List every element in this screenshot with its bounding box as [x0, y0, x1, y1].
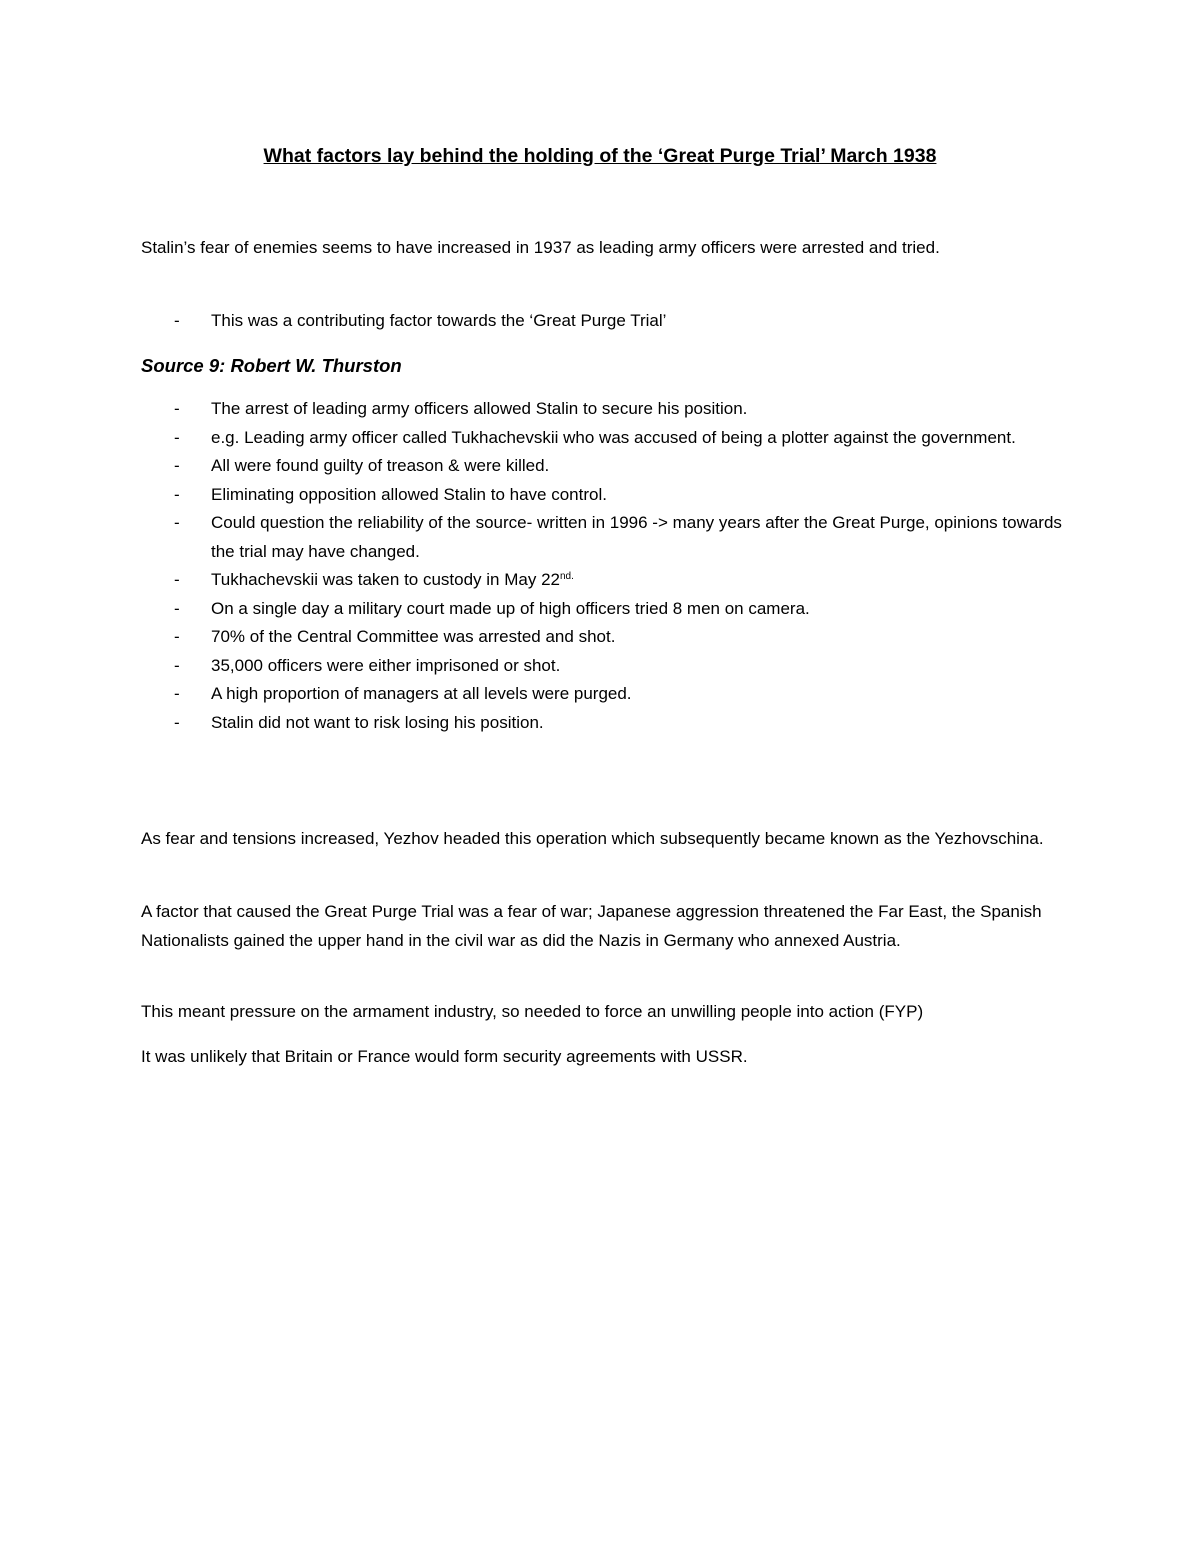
- source-bullet-list: [141, 395, 1071, 737]
- list-item: [141, 395, 1071, 424]
- list-item: [141, 623, 1071, 652]
- bullet-dash: -: [174, 456, 180, 475]
- list-item-text: Could question the reliability of the source- written in 1996 -> many years after the Great Purge, opinions towards the trial may have changed.: [211, 513, 1062, 561]
- list-item: [141, 307, 1071, 336]
- superscript-nd: nd.: [559, 571, 574, 582]
- list-item: [141, 566, 1071, 595]
- bullet-dash: -: [174, 655, 180, 675]
- bullet-dash: -: [174, 627, 180, 646]
- list-item-text: All were found guilty of treason & were killed.: [211, 456, 550, 475]
- document-title: What factors lay behind the holding of the ‘Great Purge Trial’ March 1938: [263, 145, 937, 167]
- bullet-dash: -: [174, 399, 180, 418]
- list-item-text: On a single day a military court made up of high officers tried 8 men on camera.: [211, 598, 810, 618]
- list-item: [141, 709, 1071, 738]
- bullet-dash: -: [174, 598, 180, 618]
- list-item-text: Tukhachevskii was taken to custody in May 22: [211, 570, 560, 589]
- intro-bullet-list: [141, 307, 1071, 336]
- list-item: [141, 452, 1071, 481]
- list-item: [141, 652, 1071, 681]
- list-item-text: e.g. Leading army officer called Tukhachevskii who was accused of being a plotter against the government.: [211, 427, 1016, 447]
- list-item-text: Eliminating opposition allowed Stalin to have control.: [211, 484, 607, 504]
- bullet-dash: -: [174, 570, 180, 589]
- list-item-text: 70% of the Central Committee was arrested and shot.: [211, 627, 616, 646]
- bullet-dash: -: [174, 712, 180, 732]
- list-item: [141, 595, 1071, 624]
- closing-paragraph-yezhov: As fear and tensions increased, Yezhov headed this operation which subsequently became known as the Yezhovschina.: [141, 829, 1044, 848]
- list-item: [141, 680, 1071, 709]
- bullet-dash: -: [174, 311, 180, 330]
- list-item-text: Stalin did not want to risk losing his position.: [211, 712, 544, 732]
- list-item-text: The arrest of leading army officers allowed Stalin to secure his position.: [211, 399, 748, 418]
- bullet-dash: -: [174, 513, 180, 532]
- bullet-dash: -: [174, 684, 180, 703]
- list-item-text: A high proportion of managers at all levels were purged.: [211, 684, 632, 703]
- list-item: [141, 424, 1071, 453]
- bullet-dash: -: [174, 484, 180, 504]
- bullet-dash: -: [174, 427, 180, 447]
- list-item-text: This was a contributing factor towards the ‘Great Purge Trial’: [211, 311, 667, 330]
- list-item-text: 35,000 officers were either imprisoned or shot.: [211, 655, 561, 675]
- closing-paragraph-security: It was unlikely that Britain or France would form security agreements with USSR.: [141, 1047, 748, 1066]
- closing-paragraph-fear-of-war: A factor that caused the Great Purge Trial was a fear of war; Japanese aggression threatened the Far East, the Spanish Nationalists gained the upper hand in the civil war as did the Nazis in Germany who annexed Austria.: [141, 902, 1042, 950]
- list-item: [141, 509, 1071, 566]
- source-heading: Source 9: Robert W. Thurston: [141, 355, 402, 376]
- list-item: [141, 481, 1071, 510]
- closing-paragraph-armament: This meant pressure on the armament industry, so needed to force an unwilling people into action (FYP): [141, 1002, 924, 1021]
- intro-paragraph: Stalin’s fear of enemies seems to have increased in 1937 as leading army officers were arrested and tried.: [141, 238, 940, 257]
